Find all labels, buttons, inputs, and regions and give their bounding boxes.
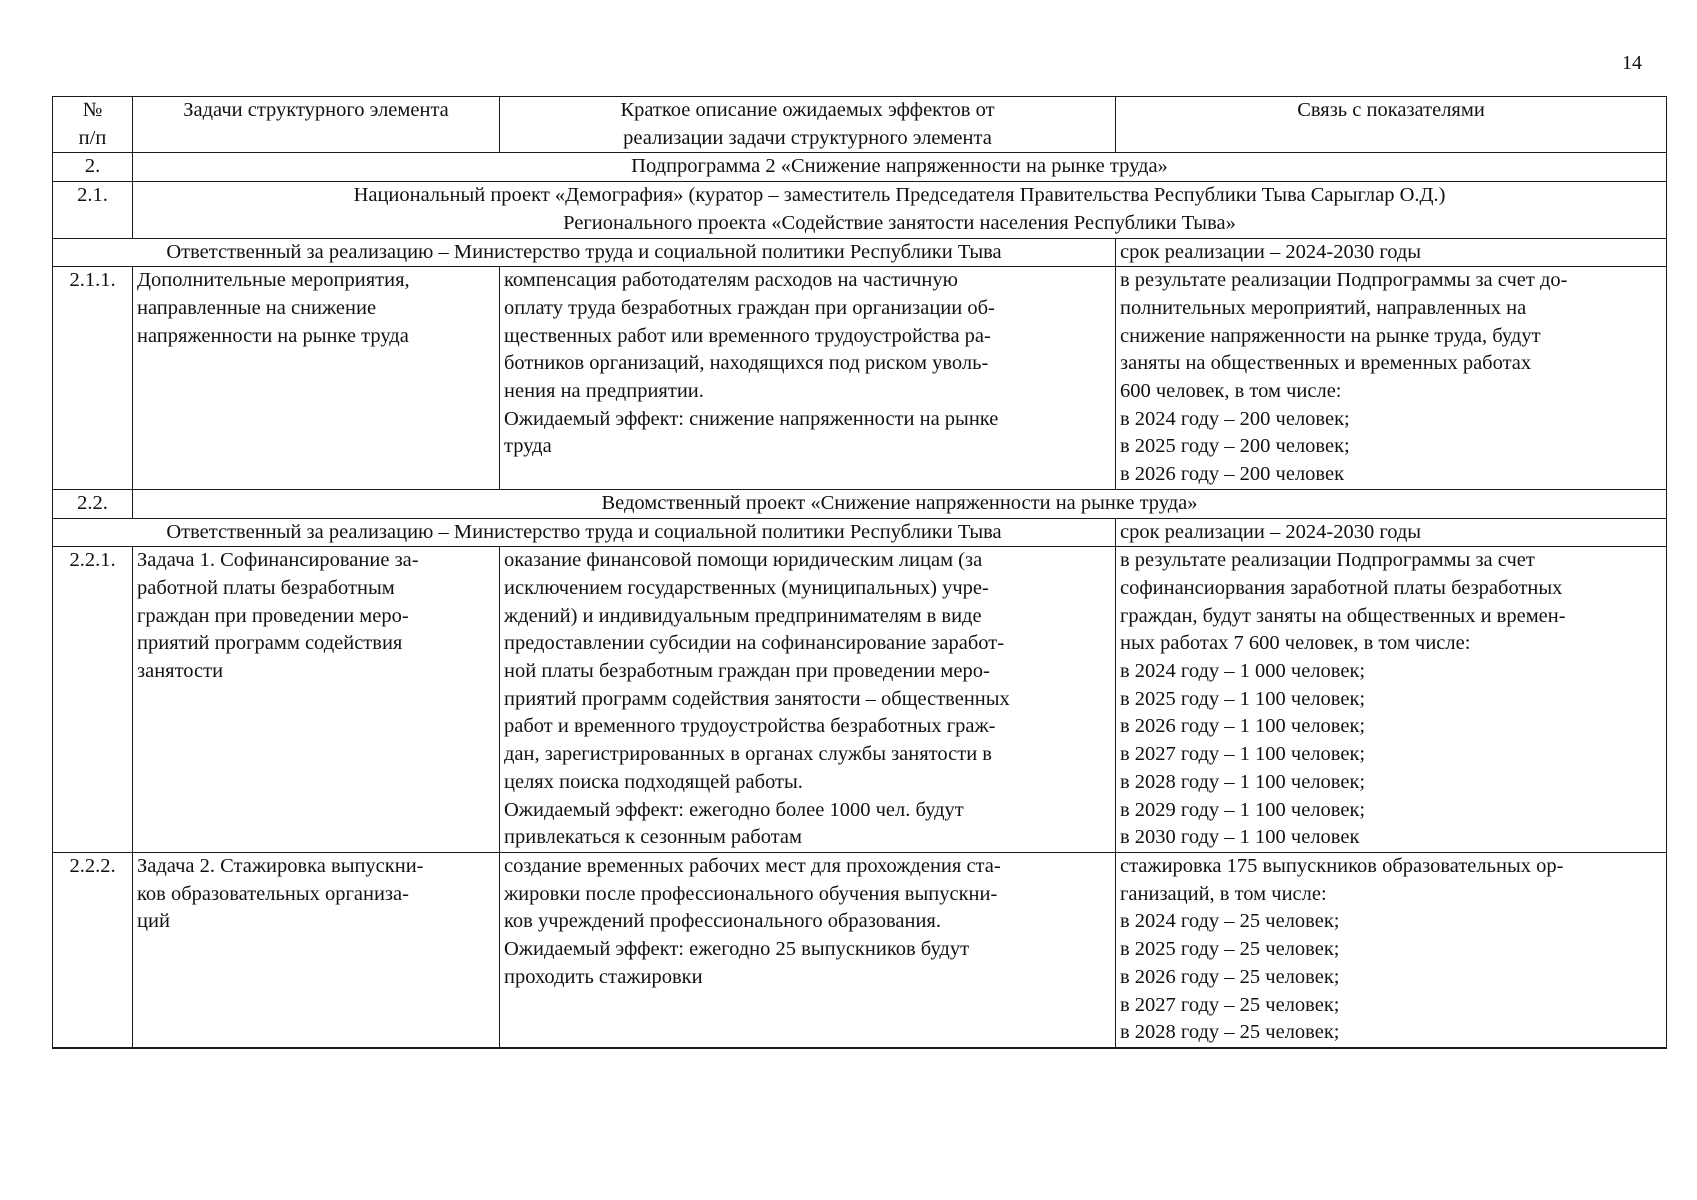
subprogram-row — [53, 153, 1667, 182]
departmental-project-row — [53, 489, 1667, 518]
task-cell: Дополнительные мероприятия, направленные на снижение напряженности на рынке труда — [133, 267, 500, 490]
row-number: 2.2.1. — [53, 547, 133, 853]
row-number: 2.2.2. — [53, 852, 133, 1047]
header-tasks: Задачи структурного элемента — [133, 97, 500, 153]
term-text: срок реализации – 2024-2030 годы — [1116, 518, 1667, 547]
subprogram-title: Подпрограмма 2 «Снижение напряженности на рынке труда» — [133, 153, 1667, 182]
table-row — [53, 547, 1667, 853]
responsible-text: Ответственный за реализацию – Министерство труда и социальной политики Республики Тыва — [53, 238, 1116, 267]
link-cell: стажировка 175 выпускников образовательных ор- ганизаций, в том числе: в 2024 году – 25 человек; в 2025 году – 25 человек; в 2026 году – 25 человек; в 2027 году – 25 человек; в 2028 году – 25 человек; — [1116, 852, 1667, 1047]
page-number: 14 — [1622, 52, 1642, 74]
table-header-row — [53, 97, 1667, 153]
task-cell: Задача 1. Софинансирование за- работной платы безработным граждан при проведении меро- приятий программ содействия занятости — [133, 547, 500, 853]
responsible-row — [53, 238, 1667, 267]
row-number: 2. — [53, 153, 133, 182]
indicators-table — [52, 96, 1667, 1049]
effect-cell: компенсация работодателям расходов на частичную оплату труда безработных граждан при организации об- щественных работ или временного трудоустройства ра- ботников организаций, находящихся под риском уволь- нения на предприятии. Ожидаемый эффект: снижение напряженности на рынке труда — [500, 267, 1116, 490]
national-project-title: Национальный проект «Демография» (куратор – заместитель Председателя Правительства Республики Тыва Сарыглар О.Д.) Регионального проекта «Содействие занятости населения Республики Тыва» — [133, 182, 1667, 238]
row-number: 2.1.1. — [53, 267, 133, 490]
link-cell: в результате реализации Подпрограммы за счет до- полнительных мероприятий, направленных на снижение напряженности на рынке труда, будут заняты на общественных и временных работах 600 человек, в том числе: в 2024 году – 200 человек; в 2025 году – 200 человек; в 2026 году – 200 человек — [1116, 267, 1667, 490]
national-project-row — [53, 182, 1667, 238]
departmental-project-title: Ведомственный проект «Снижение напряженности на рынке труда» — [133, 489, 1667, 518]
header-num: № п/п — [53, 97, 133, 153]
term-text: срок реализации – 2024-2030 годы — [1116, 238, 1667, 267]
table-row — [53, 852, 1667, 1047]
effect-cell: создание временных рабочих мест для прохождения ста- жировки после профессионального обучения выпускни- ков учреждений профессионального образования. Ожидаемый эффект: ежегодно 25 выпускников будут проходить стажировки — [500, 852, 1116, 1047]
row-number: 2.1. — [53, 182, 133, 238]
table-row — [53, 267, 1667, 490]
row-number: 2.2. — [53, 489, 133, 518]
link-cell: в результате реализации Подпрограммы за счет софинансиорвания заработной платы безработных граждан, будут заняты на общественных и времен- ных работах 7 600 человек, в том числе: в 2024 году – 1 000 человек; в 2025 году – 1 100 человек; в 2026 году – 1 100 человек; в 2027 году – 1 100 человек; в 2028 году – 1 100 человек; в 2029 году – 1 100 человек; в 2030 году – 1 100 человек — [1116, 547, 1667, 853]
header-link: Связь с показателями — [1116, 97, 1667, 153]
effect-cell: оказание финансовой помощи юридическим лицам (за исключением государственных (муниципальных) учре- ждений) и индивидуальным предпринимателям в виде предоставлении субсидии на софинансирование заработ- ной платы безработным граждан при проведении меро- приятий программ содействия занятости – общественных работ и временного трудоустройства безработных граж- дан, зарегистрированных в органах службы занятости в целях поиска подходящей работы. Ожидаемый эффект: ежегодно более 1000 чел. будут привлекаться к сезонным работам — [500, 547, 1116, 853]
responsible-row — [53, 518, 1667, 547]
task-cell: Задача 2. Стажировка выпускни- ков образовательных организа- ций — [133, 852, 500, 1047]
responsible-text: Ответственный за реализацию – Министерство труда и социальной политики Республики Тыва — [53, 518, 1116, 547]
header-effects: Краткое описание ожидаемых эффектов от реализации задачи структурного элемента — [500, 97, 1116, 153]
